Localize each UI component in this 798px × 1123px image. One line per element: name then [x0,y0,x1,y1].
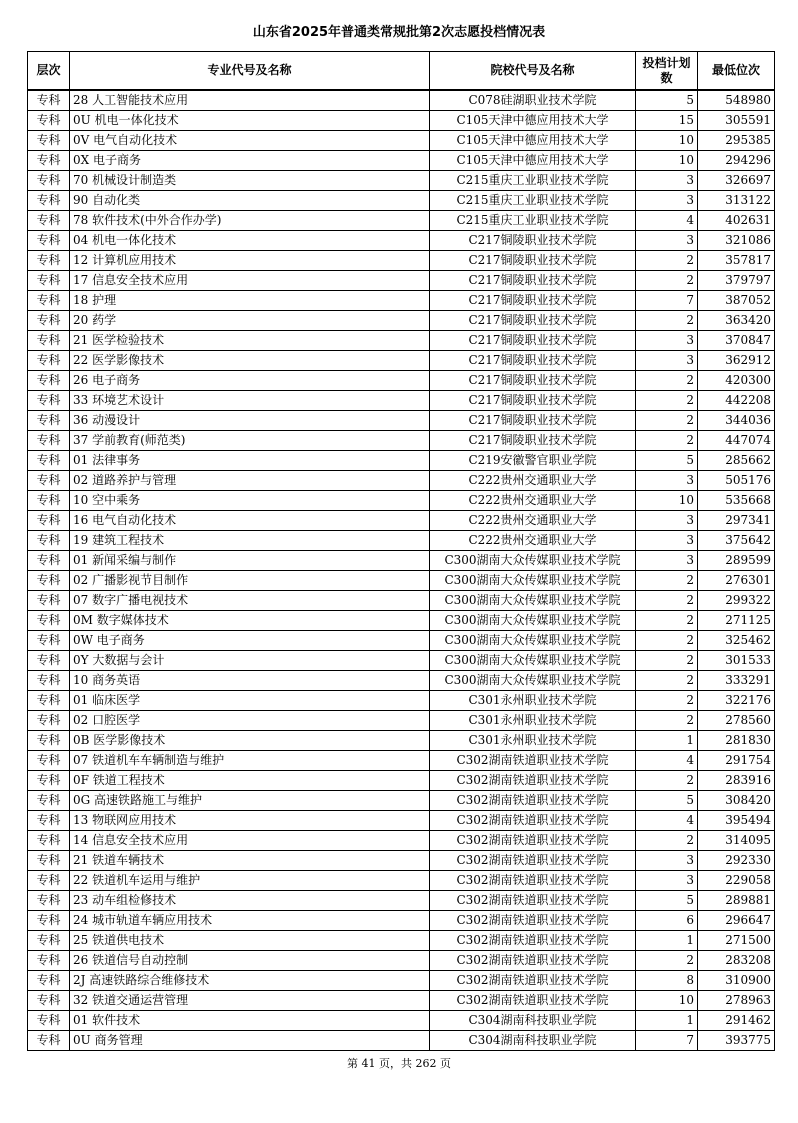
cell-school: C302湖南铁道职业技术学院 [430,751,636,771]
cell-major: 22 医学影像技术 [70,351,430,371]
table-row [28,971,775,991]
cell-plan: 2 [636,251,698,271]
cell-level: 专科 [28,90,70,111]
cell-school: C078硅湖职业技术学院 [430,90,636,111]
cell-plan: 2 [636,671,698,691]
cell-major: 07 铁道机车车辆制造与维护 [70,751,430,771]
cell-school: C302湖南铁道职业技术学院 [430,851,636,871]
cell-major: 16 电气自动化技术 [70,511,430,531]
cell-rank: 305591 [698,111,775,131]
cell-rank: 285662 [698,451,775,471]
table-row [28,90,775,111]
cell-school: C217铜陵职业技术学院 [430,251,636,271]
cell-rank: 362912 [698,351,775,371]
cell-plan: 3 [636,871,698,891]
cell-level: 专科 [28,291,70,311]
cell-major: 10 空中乘务 [70,491,430,511]
table-row [28,551,775,571]
cell-level: 专科 [28,731,70,751]
cell-plan: 10 [636,491,698,511]
cell-level: 专科 [28,431,70,451]
cell-rank: 301533 [698,651,775,671]
cell-plan: 3 [636,511,698,531]
header-school: 院校代号及名称 [430,52,636,91]
cell-rank: 297341 [698,511,775,531]
cell-level: 专科 [28,751,70,771]
cell-major: 28 人工智能技术应用 [70,90,430,111]
cell-plan: 2 [636,271,698,291]
cell-major: 02 口腔医学 [70,711,430,731]
cell-school: C222贵州交通职业大学 [430,511,636,531]
cell-plan: 3 [636,171,698,191]
table-row [28,631,775,651]
cell-school: C217铜陵职业技术学院 [430,391,636,411]
cell-major: 10 商务英语 [70,671,430,691]
cell-plan: 4 [636,211,698,231]
cell-rank: 535668 [698,491,775,511]
cell-school: C302湖南铁道职业技术学院 [430,871,636,891]
cell-level: 专科 [28,591,70,611]
cell-plan: 3 [636,531,698,551]
cell-rank: 271500 [698,931,775,951]
table-row [28,991,775,1011]
table-row [28,871,775,891]
table-row [28,111,775,131]
cell-school: C300湖南大众传媒职业技术学院 [430,551,636,571]
cell-major: 2J 高速铁路综合维修技术 [70,971,430,991]
cell-school: C302湖南铁道职业技术学院 [430,811,636,831]
cell-school: C302湖南铁道职业技术学院 [430,911,636,931]
cell-school: C300湖南大众传媒职业技术学院 [430,631,636,651]
cell-rank: 370847 [698,331,775,351]
cell-school: C222贵州交通职业大学 [430,491,636,511]
cell-major: 25 铁道供电技术 [70,931,430,951]
cell-major: 19 建筑工程技术 [70,531,430,551]
cell-plan: 2 [636,591,698,611]
cell-major: 0W 电子商务 [70,631,430,651]
cell-major: 78 软件技术(中外合作办学) [70,211,430,231]
table-header-row [28,52,775,91]
cell-plan: 2 [636,651,698,671]
cell-rank: 321086 [698,231,775,251]
cell-school: C215重庆工业职业技术学院 [430,211,636,231]
cell-plan: 3 [636,191,698,211]
cell-school: C302湖南铁道职业技术学院 [430,791,636,811]
cell-rank: 292330 [698,851,775,871]
cell-rank: 271125 [698,611,775,631]
cell-plan: 1 [636,1011,698,1031]
table-row [28,151,775,171]
cell-plan: 7 [636,1031,698,1051]
cell-level: 专科 [28,311,70,331]
cell-plan: 5 [636,90,698,111]
cell-major: 22 铁道机车运用与维护 [70,871,430,891]
page-footer: 第 41 页，共 262 页 [347,1057,451,1070]
cell-level: 专科 [28,371,70,391]
cell-school: C222贵州交通职业大学 [430,531,636,551]
cell-rank: 548980 [698,90,775,111]
cell-plan: 2 [636,431,698,451]
cell-level: 专科 [28,151,70,171]
cell-level: 专科 [28,451,70,471]
cell-major: 37 学前教育(师范类) [70,431,430,451]
cell-level: 专科 [28,551,70,571]
cell-school: C217铜陵职业技术学院 [430,411,636,431]
table-row [28,911,775,931]
cell-major: 21 铁道车辆技术 [70,851,430,871]
cell-plan: 2 [636,691,698,711]
table-row [28,811,775,831]
table-row [28,131,775,151]
table-row [28,171,775,191]
cell-major: 07 数字广播电视技术 [70,591,430,611]
table-row [28,591,775,611]
table-row [28,791,775,811]
cell-rank: 387052 [698,291,775,311]
cell-level: 专科 [28,891,70,911]
cell-rank: 278560 [698,711,775,731]
table-row [28,931,775,951]
cell-level: 专科 [28,911,70,931]
cell-level: 专科 [28,391,70,411]
cell-level: 专科 [28,271,70,291]
cell-plan: 5 [636,791,698,811]
cell-plan: 2 [636,711,698,731]
cell-plan: 1 [636,931,698,951]
table-row [28,1031,775,1051]
cell-major: 01 新闻采编与制作 [70,551,430,571]
cell-major: 02 道路养护与管理 [70,471,430,491]
cell-plan: 2 [636,611,698,631]
cell-major: 90 自动化类 [70,191,430,211]
cell-level: 专科 [28,851,70,871]
cell-level: 专科 [28,771,70,791]
cell-school: C304湖南科技职业学院 [430,1031,636,1051]
cell-rank: 291754 [698,751,775,771]
cell-school: C217铜陵职业技术学院 [430,311,636,331]
cell-rank: 379797 [698,271,775,291]
cell-school: C105天津中德应用技术大学 [430,151,636,171]
cell-plan: 5 [636,451,698,471]
cell-school: C217铜陵职业技术学院 [430,371,636,391]
cell-rank: 344036 [698,411,775,431]
cell-school: C217铜陵职业技术学院 [430,231,636,251]
cell-level: 专科 [28,411,70,431]
cell-rank: 333291 [698,671,775,691]
cell-major: 0M 数字媒体技术 [70,611,430,631]
cell-rank: 283916 [698,771,775,791]
cell-plan: 8 [636,971,698,991]
cell-major: 0Y 大数据与会计 [70,651,430,671]
cell-plan: 6 [636,911,698,931]
table-row [28,711,775,731]
cell-level: 专科 [28,651,70,671]
cell-rank: 314095 [698,831,775,851]
cell-level: 专科 [28,111,70,131]
cell-rank: 283208 [698,951,775,971]
cell-school: C105天津中德应用技术大学 [430,111,636,131]
cell-school: C301永州职业技术学院 [430,731,636,751]
cell-major: 0U 机电一体化技术 [70,111,430,131]
cell-school: C300湖南大众传媒职业技术学院 [430,571,636,591]
cell-level: 专科 [28,491,70,511]
cell-school: C215重庆工业职业技术学院 [430,191,636,211]
cell-rank: 294296 [698,151,775,171]
cell-school: C300湖南大众传媒职业技术学院 [430,611,636,631]
cell-plan: 10 [636,131,698,151]
table-row [28,531,775,551]
cell-level: 专科 [28,831,70,851]
cell-plan: 10 [636,991,698,1011]
cell-school: C302湖南铁道职业技术学院 [430,771,636,791]
cell-major: 0U 商务管理 [70,1031,430,1051]
cell-plan: 3 [636,351,698,371]
table-row [28,751,775,771]
cell-major: 02 广播影视节目制作 [70,571,430,591]
cell-level: 专科 [28,531,70,551]
header-major: 专业代号及名称 [70,52,430,91]
cell-plan: 2 [636,631,698,651]
cell-school: C217铜陵职业技术学院 [430,351,636,371]
cell-level: 专科 [28,351,70,371]
document-title: 山东省2025年普通类常规批第2次志愿投档情况表 [252,25,546,40]
table-row [28,311,775,331]
cell-level: 专科 [28,711,70,731]
cell-level: 专科 [28,611,70,631]
cell-level: 专科 [28,631,70,651]
table-row [28,371,775,391]
cell-school: C302湖南铁道职业技术学院 [430,831,636,851]
cell-rank: 505176 [698,471,775,491]
cell-major: 01 临床医学 [70,691,430,711]
cell-level: 专科 [28,931,70,951]
table-row [28,251,775,271]
cell-level: 专科 [28,671,70,691]
cell-level: 专科 [28,171,70,191]
cell-rank: 395494 [698,811,775,831]
cell-plan: 7 [636,291,698,311]
cell-school: C302湖南铁道职业技术学院 [430,991,636,1011]
cell-level: 专科 [28,231,70,251]
table-row [28,391,775,411]
table-row [28,831,775,851]
cell-level: 专科 [28,691,70,711]
cell-plan: 3 [636,331,698,351]
cell-major: 26 电子商务 [70,371,430,391]
cell-rank: 291462 [698,1011,775,1031]
cell-rank: 402631 [698,211,775,231]
table-row [28,771,775,791]
cell-level: 专科 [28,1011,70,1031]
table-row [28,1011,775,1031]
cell-major: 01 软件技术 [70,1011,430,1031]
cell-rank: 308420 [698,791,775,811]
cell-level: 专科 [28,211,70,231]
cell-rank: 299322 [698,591,775,611]
cell-rank: 278963 [698,991,775,1011]
cell-rank: 357817 [698,251,775,271]
admission-table [27,51,775,1051]
cell-plan: 1 [636,731,698,751]
cell-plan: 15 [636,111,698,131]
cell-major: 36 动漫设计 [70,411,430,431]
header-rank: 最低位次 [698,52,775,91]
cell-school: C302湖南铁道职业技术学院 [430,971,636,991]
cell-rank: 375642 [698,531,775,551]
cell-major: 01 法律事务 [70,451,430,471]
cell-school: C217铜陵职业技术学院 [430,331,636,351]
cell-plan: 2 [636,391,698,411]
cell-school: C302湖南铁道职业技术学院 [430,931,636,951]
table-row [28,511,775,531]
cell-plan: 2 [636,831,698,851]
cell-school: C217铜陵职业技术学院 [430,271,636,291]
cell-level: 专科 [28,571,70,591]
cell-rank: 363420 [698,311,775,331]
cell-school: C300湖南大众传媒职业技术学院 [430,671,636,691]
cell-rank: 276301 [698,571,775,591]
cell-major: 14 信息安全技术应用 [70,831,430,851]
cell-rank: 229058 [698,871,775,891]
table-row [28,651,775,671]
cell-rank: 326697 [698,171,775,191]
cell-school: C222贵州交通职业大学 [430,471,636,491]
cell-level: 专科 [28,991,70,1011]
cell-major: 0V 电气自动化技术 [70,131,430,151]
cell-level: 专科 [28,331,70,351]
cell-school: C105天津中德应用技术大学 [430,131,636,151]
cell-level: 专科 [28,191,70,211]
cell-plan: 3 [636,471,698,491]
cell-plan: 2 [636,771,698,791]
cell-rank: 313122 [698,191,775,211]
cell-level: 专科 [28,1031,70,1051]
cell-rank: 322176 [698,691,775,711]
cell-major: 0F 铁道工程技术 [70,771,430,791]
cell-rank: 310900 [698,971,775,991]
table-row [28,291,775,311]
header-plan: 投档计划数 [636,52,698,91]
cell-major: 26 铁道信号自动控制 [70,951,430,971]
cell-major: 0G 高速铁路施工与维护 [70,791,430,811]
cell-school: C300湖南大众传媒职业技术学院 [430,651,636,671]
cell-major: 23 动车组检修技术 [70,891,430,911]
cell-rank: 447074 [698,431,775,451]
cell-plan: 2 [636,951,698,971]
cell-major: 18 护理 [70,291,430,311]
table-row [28,691,775,711]
table-row [28,451,775,471]
cell-level: 专科 [28,971,70,991]
table-row [28,351,775,371]
cell-plan: 4 [636,751,698,771]
cell-school: C302湖南铁道职业技术学院 [430,891,636,911]
cell-rank: 325462 [698,631,775,651]
cell-plan: 10 [636,151,698,171]
cell-plan: 2 [636,411,698,431]
table-row [28,411,775,431]
cell-school: C217铜陵职业技术学院 [430,291,636,311]
table-row [28,891,775,911]
cell-major: 0X 电子商务 [70,151,430,171]
cell-school: C301永州职业技术学院 [430,711,636,731]
table-row [28,191,775,211]
table-row [28,431,775,451]
cell-major: 32 铁道交通运营管理 [70,991,430,1011]
cell-plan: 2 [636,311,698,331]
cell-rank: 289599 [698,551,775,571]
cell-major: 12 计算机应用技术 [70,251,430,271]
cell-school: C300湖南大众传媒职业技术学院 [430,591,636,611]
cell-level: 专科 [28,871,70,891]
cell-major: 04 机电一体化技术 [70,231,430,251]
cell-plan: 2 [636,571,698,591]
cell-level: 专科 [28,251,70,271]
cell-plan: 3 [636,851,698,871]
cell-rank: 289881 [698,891,775,911]
cell-rank: 420300 [698,371,775,391]
table-row [28,571,775,591]
cell-major: 70 机械设计制造类 [70,171,430,191]
cell-level: 专科 [28,791,70,811]
cell-rank: 393775 [698,1031,775,1051]
cell-level: 专科 [28,951,70,971]
cell-major: 0B 医学影像技术 [70,731,430,751]
table-row [28,611,775,631]
table-row [28,731,775,751]
cell-major: 24 城市轨道车辆应用技术 [70,911,430,931]
cell-level: 专科 [28,131,70,151]
table-row [28,271,775,291]
table-row [28,211,775,231]
cell-plan: 3 [636,551,698,571]
cell-school: C302湖南铁道职业技术学院 [430,951,636,971]
cell-plan: 4 [636,811,698,831]
table-row [28,671,775,691]
cell-school: C217铜陵职业技术学院 [430,431,636,451]
table-row [28,851,775,871]
cell-rank: 296647 [698,911,775,931]
table-body [28,90,775,1051]
table-row [28,231,775,251]
cell-plan: 5 [636,891,698,911]
cell-level: 专科 [28,811,70,831]
cell-school: C215重庆工业职业技术学院 [430,171,636,191]
cell-school: C301永州职业技术学院 [430,691,636,711]
cell-major: 33 环境艺术设计 [70,391,430,411]
cell-major: 21 医学检验技术 [70,331,430,351]
cell-level: 专科 [28,471,70,491]
table-row [28,331,775,351]
cell-plan: 3 [636,231,698,251]
cell-rank: 295385 [698,131,775,151]
cell-rank: 281830 [698,731,775,751]
cell-major: 13 物联网应用技术 [70,811,430,831]
header-level: 层次 [28,52,70,91]
table-row [28,471,775,491]
cell-plan: 2 [636,371,698,391]
cell-level: 专科 [28,511,70,531]
table-row [28,491,775,511]
cell-school: C304湖南科技职业学院 [430,1011,636,1031]
table-row [28,951,775,971]
cell-rank: 442208 [698,391,775,411]
cell-major: 20 药学 [70,311,430,331]
cell-major: 17 信息安全技术应用 [70,271,430,291]
cell-school: C219安徽警官职业学院 [430,451,636,471]
